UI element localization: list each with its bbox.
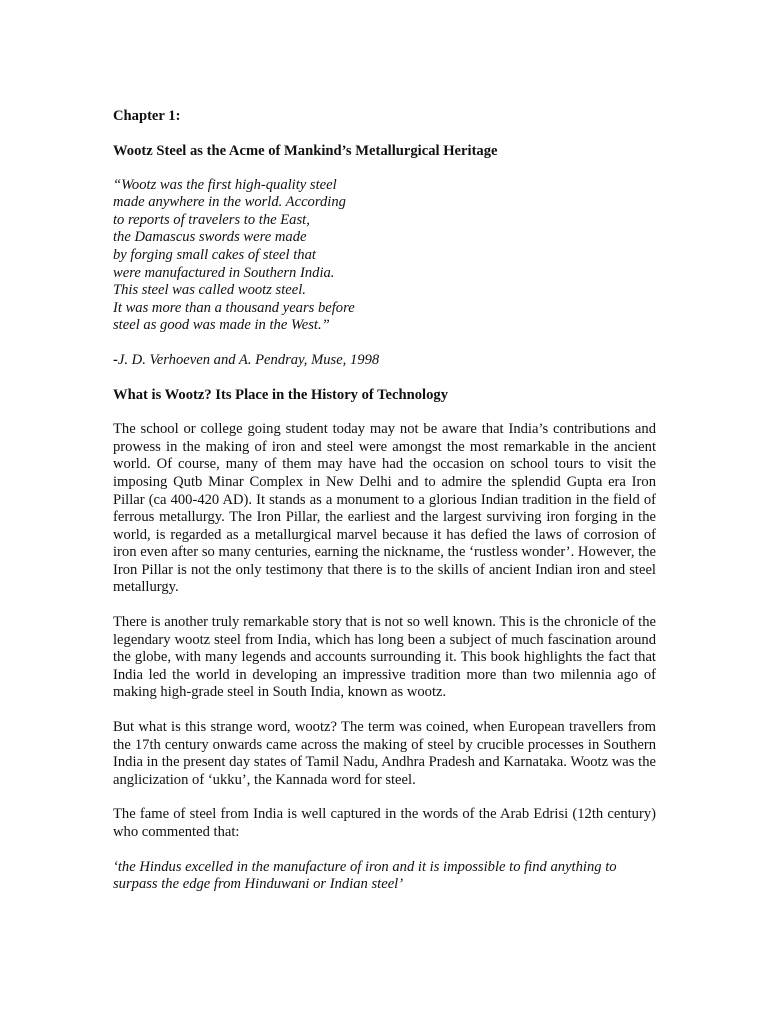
epigraph-attribution: [113, 352, 656, 370]
body-paragraph: There is another truly remarkable story that is not so well known. This is the chronicle of the legendary wootz steel from India, which has long been a subject of much fascination around the globe, with many legends and accounts surrounding it. This book highlights the fact that India led the world in developing an impressive tradition more than two milennia ago of making high-grade steel in South India, known as wootz.: [113, 614, 656, 701]
epigraph-line: the Damascus swords were made: [113, 229, 307, 246]
epigraph-line: by forging small cakes of steel that: [113, 246, 316, 263]
document-page: [113, 108, 656, 894]
chapter-title: Wootz Steel as the Acme of Mankind’s Metallurgical Heritage: [113, 143, 498, 159]
epigraph-quote: [113, 177, 656, 335]
epigraph-line: made anywhere in the world. According: [113, 194, 346, 211]
chapter-label: Chapter 1:: [113, 108, 181, 124]
closing-quote: ‘the Hindus excelled in the manufacture of iron and it is impossible to find anything to surpass the edge from Hinduwani or Indian steel’: [113, 858, 617, 893]
epigraph-line: to reports of travelers to the East,: [113, 211, 310, 228]
epigraph-line: were manufactured in Southern India.: [113, 264, 335, 281]
attribution-text: J. D. Verhoeven and A. Pendray, Muse, 1998: [117, 351, 380, 368]
epigraph-line: “Wootz was the first high-quality steel: [113, 176, 337, 193]
epigraph-line: This steel was called wootz steel.: [113, 282, 306, 299]
epigraph-line: steel as good was made in the West.”: [113, 317, 330, 334]
body-paragraph: But what is this strange word, wootz? The term was coined, when European travellers from the 17th century onwards came across the making of steel by crucible processes in Southern India in the present day states of Tamil Nadu, Andhra Pradesh and Karnataka. Wootz was the anglicization of ‘ukku’, the Kannada word for steel.: [113, 719, 656, 788]
body-paragraph: The fame of steel from India is well captured in the words of the Arab Edrisi (12th century) who commented that:: [113, 806, 656, 840]
body-paragraph: The school or college going student today may not be aware that India’s contributions and prowess in the making of iron and steel were amongst the most remarkable in the ancient world. Of course, many of them may have had the occasion on school tours to visit the imposing Qutb Minar Complex in New Delhi and to admire the splendid Gupta era Iron Pillar (ca 400-420 AD). It stands as a monument to a glorious Indian tradition in the field of ferrous metallurgy. The Iron Pillar, the earliest and the largest surviving iron forging in the world, is regarded as a metallurgical marvel because it has defied the laws of corrosion of iron even after so many centuries, earning the nickname, the ‘rustless wonder’. However, the Iron Pillar is not the only testimony that there is to the skills of ancient Indian iron and steel metallurgy.: [113, 421, 656, 596]
section-heading: What is Wootz? Its Place in the History of Technology: [113, 386, 448, 403]
epigraph-line: It was more than a thousand years before: [113, 299, 355, 316]
attribution-dash: -: [113, 351, 118, 368]
